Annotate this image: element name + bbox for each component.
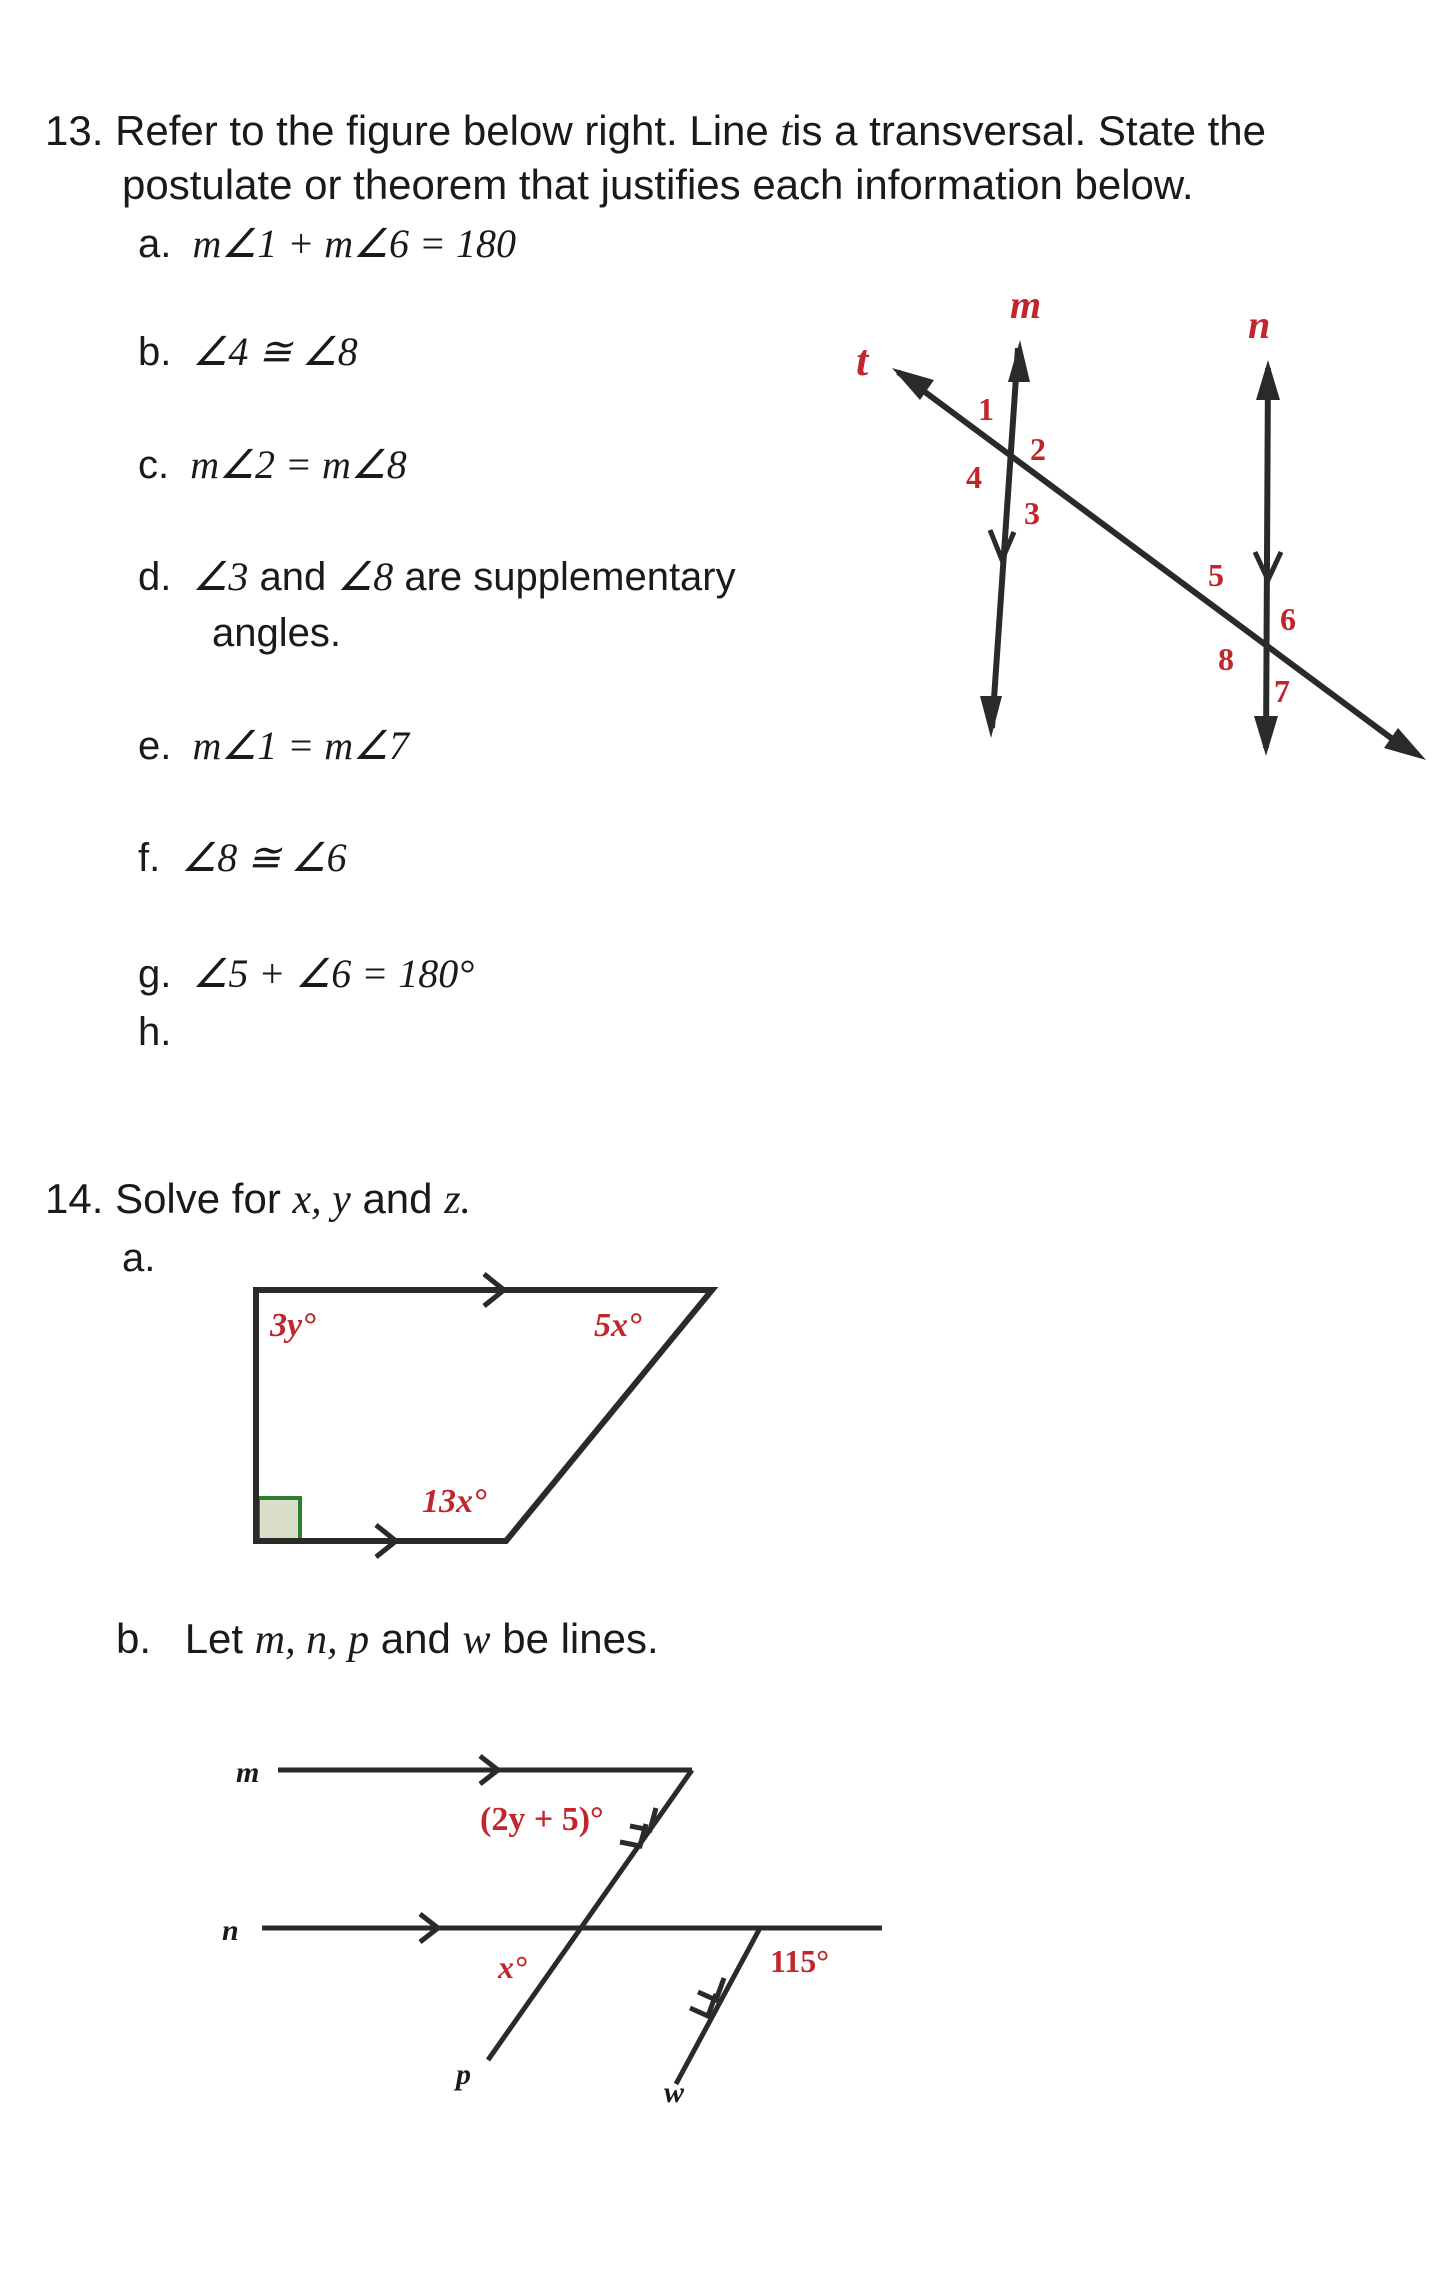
item-expr: ∠3 bbox=[192, 554, 249, 599]
line-label-n: n bbox=[222, 1914, 239, 1947]
q14-part-b-line: b. Let m, n, p and w be lines. bbox=[116, 1615, 659, 1663]
q13-item-c: c. m∠2 = m∠8 bbox=[138, 442, 407, 487]
q13-text-rest: is a transversal. State the bbox=[792, 107, 1267, 154]
item-expr2: ∠8 bbox=[337, 554, 394, 599]
q13-item-d: d. ∠3 and ∠8 are supplementary bbox=[138, 554, 736, 599]
angle-label-5: 5 bbox=[1208, 557, 1224, 593]
angle-label-x: x° bbox=[498, 1949, 527, 1985]
q14b-var-w: w bbox=[462, 1617, 491, 1663]
q14b-vars: m, n, p bbox=[254, 1617, 370, 1663]
angle-label-13x: 13x° bbox=[422, 1483, 487, 1520]
item-expr: ∠8 ≅ ∠6 bbox=[181, 835, 347, 880]
angle-label-2y5: (2y + 5)° bbox=[480, 1801, 604, 1838]
q14-line1: 14. Solve for x, y and z. bbox=[45, 1175, 472, 1223]
line-label-m: m bbox=[1010, 282, 1042, 327]
q13-var-t: t bbox=[780, 109, 793, 155]
angle-label-5x: 5x° bbox=[594, 1307, 642, 1344]
q14-part-a-letter: a. bbox=[122, 1236, 156, 1280]
q14-part-b-letter: b. bbox=[116, 1615, 152, 1662]
angle-label-3: 3 bbox=[1024, 495, 1040, 531]
q13-number: 13. bbox=[45, 107, 104, 154]
q13-item-f: f. ∠8 ≅ ∠6 bbox=[138, 835, 347, 880]
q14-var-z: z. bbox=[444, 1177, 472, 1223]
q13-item-e: e. m∠1 = m∠7 bbox=[138, 723, 409, 768]
item-expr: m∠1 + m∠6 = 180 bbox=[192, 221, 516, 266]
angle-label-4: 4 bbox=[966, 459, 982, 495]
line-label-m: m bbox=[236, 1756, 260, 1789]
line-label-p: p bbox=[456, 2058, 471, 2091]
item-expr: ∠4 ≅ ∠8 bbox=[192, 329, 358, 374]
item-expr: m∠2 = m∠8 bbox=[190, 442, 407, 487]
line-w bbox=[676, 1928, 760, 2084]
angle-label-8: 8 bbox=[1218, 641, 1234, 677]
item-expr: ∠5 + ∠6 = 180° bbox=[192, 951, 475, 996]
q14-number: 14. bbox=[45, 1175, 104, 1222]
angle-label-6: 6 bbox=[1280, 601, 1296, 637]
q13-line2: postulate or theorem that justifies each information below. bbox=[122, 161, 1194, 208]
angle-label-7: 7 bbox=[1274, 673, 1290, 709]
q14-vars: x, y bbox=[292, 1177, 351, 1223]
q13-item-a: a. m∠1 + m∠6 = 180 bbox=[138, 221, 516, 266]
q13-item-g: g. ∠5 + ∠6 = 180° bbox=[138, 951, 475, 996]
q13-item-h: h. bbox=[138, 1010, 172, 1054]
line-label-t: t bbox=[856, 336, 869, 385]
item-expr: m∠1 = m∠7 bbox=[192, 723, 409, 768]
q13-text: Refer to the figure below right. Line bbox=[115, 107, 769, 154]
parallel-mark-p bbox=[620, 1808, 656, 1846]
angle-label-3y: 3y° bbox=[270, 1307, 316, 1344]
line-label-n: n bbox=[1248, 302, 1271, 347]
q13-item-d-cont: angles. bbox=[212, 611, 341, 655]
line-label-w: w bbox=[664, 2076, 685, 2109]
parallel-mark-w bbox=[690, 1978, 724, 2016]
angle-label-115: 115° bbox=[770, 1943, 830, 1979]
angle-label-2: 2 bbox=[1030, 431, 1046, 467]
angle-label-1: 1 bbox=[978, 391, 994, 427]
q13-item-b: b. ∠4 ≅ ∠8 bbox=[138, 329, 358, 374]
